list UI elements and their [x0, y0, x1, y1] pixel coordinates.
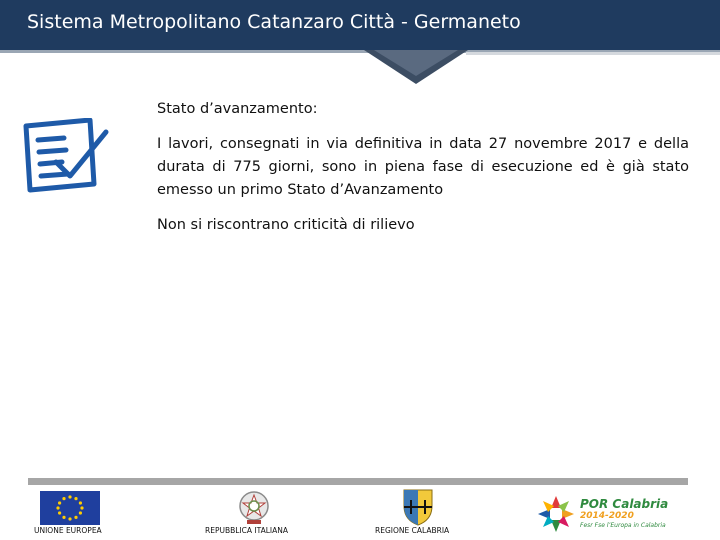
por-calabria-icon: [536, 494, 576, 534]
section-title: Stato d’avanzamento:: [157, 101, 318, 117]
italian-republic-caption: REPUBBLICA ITALIANA: [205, 526, 288, 535]
italian-emblem-icon: [238, 490, 270, 526]
header-notch-decoration: [364, 50, 468, 84]
por-title: POR Calabria: [580, 497, 669, 511]
issues-paragraph: Non si riscontrano criticità di rilievo: [157, 217, 415, 233]
header-bar: [0, 0, 720, 53]
footer-divider: [28, 478, 688, 485]
eu-flag-icon: [40, 491, 100, 525]
eu-caption: UNIONE EUROPEA: [34, 526, 102, 535]
calabria-emblem-icon: [400, 488, 436, 526]
por-calabria-logo: [580, 498, 680, 530]
por-years: 2014-2020: [580, 511, 634, 521]
main-content: [157, 100, 689, 249]
header-divider: [466, 52, 720, 55]
calabria-caption: REGIONE CALABRIA: [375, 526, 450, 535]
progress-paragraph: I lavori, consegnati in via definitiva in data 27 novembre 2017 e della durata di 775 giorni, sono in piena fase di esecuzione ed è già stato emesso un primo Stato d’Avanzamento: [157, 136, 689, 198]
checklist-icon: [18, 118, 110, 198]
page-title: Sistema Metropolitano Catanzaro Città - Germaneto: [27, 11, 521, 33]
por-subtitle: Fesr Fse l’Europa in Calabria: [580, 522, 666, 529]
